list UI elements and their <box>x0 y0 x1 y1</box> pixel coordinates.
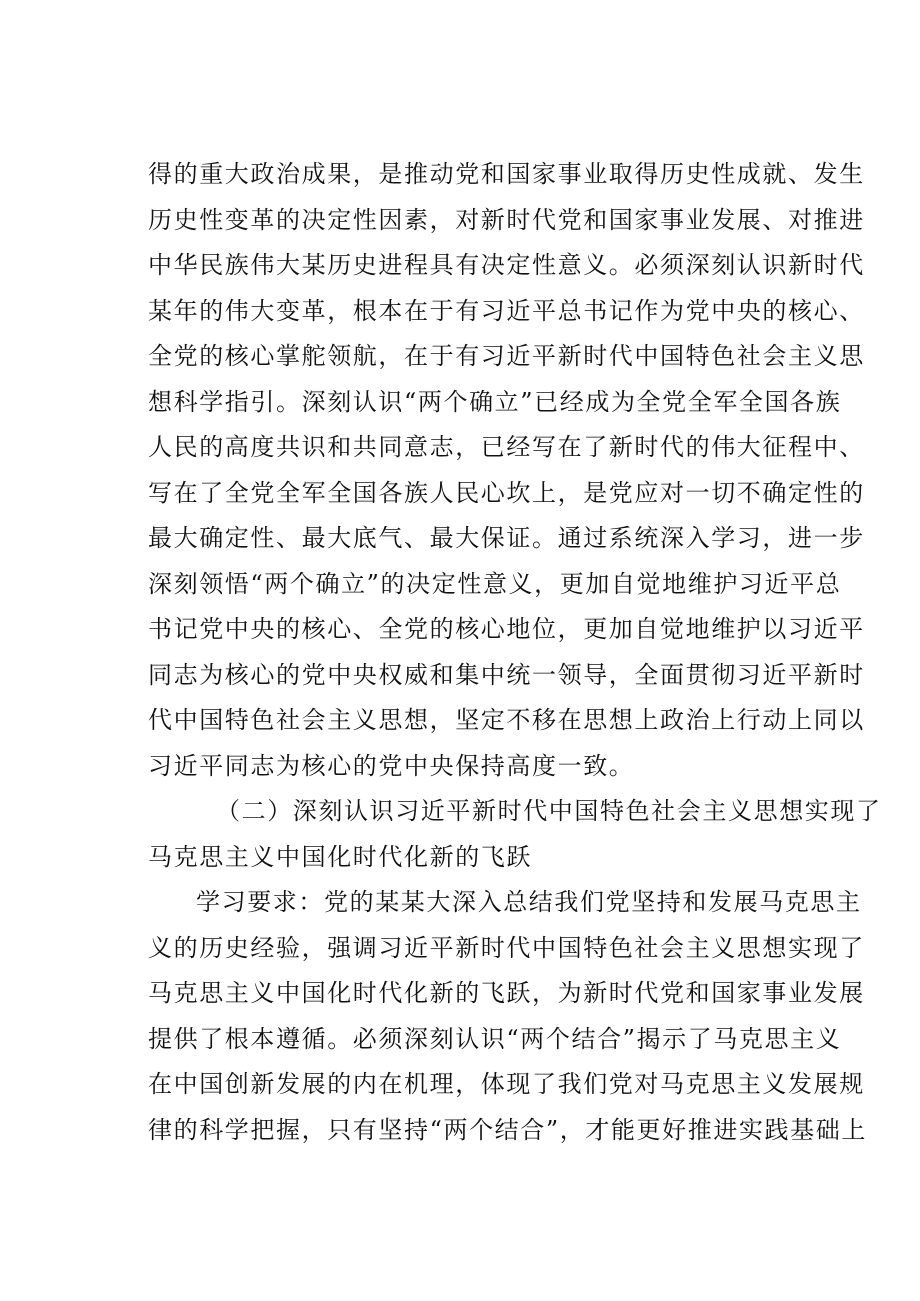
paragraph-line: 最大确定性、最大底气、最大保证。通过系统深入学习，进一步 <box>148 524 865 552</box>
paragraph-line: 得的重大政治成果，是推动党和国家事业取得历史性成就、发生 <box>148 160 865 188</box>
document-body <box>148 152 882 1153</box>
paragraph-2 <box>148 880 867 1153</box>
paragraph-line: 写在了全党全军全国各族人民心坎上，是党应对一切不确定性的 <box>148 478 865 507</box>
paragraph-line: 全党的核心掌舵领航，在于有习近平新时代中国特色社会主义思 <box>148 342 865 370</box>
paragraph-line: 习近平同志为核心的党中央保持高度一致。 <box>148 751 635 780</box>
paragraph-line: 代中国特色社会主义思想，坚定不移在思想上政治上行动上同以 <box>148 706 865 734</box>
section-heading <box>148 789 882 880</box>
paragraph-line: 律的科学把握，只有坚持“两个结合”，才能更好推进实践基础上 <box>148 1115 867 1144</box>
paragraph-line: 同志为核心的党中央权威和集中统一领导，全面贯彻习近平新时 <box>148 660 865 689</box>
paragraph-line: 学习要求：党的某某大深入总结我们党坚持和发展马克思主 <box>196 888 862 916</box>
paragraph-line: 书记党中央的核心、全党的核心地位，更加自觉地维护以习近平 <box>148 615 865 643</box>
paragraph-line: 义的历史经验，强调习近平新时代中国特色社会主义思想实现了 <box>148 933 865 962</box>
heading-line: 马克思主义中国化时代化新的飞跃 <box>148 842 532 871</box>
paragraph-line: 在中国创新发展的内在机理，体现了我们党对马克思主义发展规 <box>148 1070 865 1098</box>
paragraph-line: 想科学指引。深刻认识“两个确立”已经成为全党全军全国各族 <box>148 387 842 416</box>
paragraph-line: 马克思主义中国化时代化新的飞跃，为新时代党和国家事业发展 <box>148 979 865 1007</box>
paragraph-line: 深刻领悟“两个确立”的决定性意义，更加自觉地维护习近平总 <box>148 569 842 598</box>
paragraph-line: 人民的高度共识和共同意志，已经写在了新时代的伟大征程中、 <box>148 433 865 461</box>
paragraph-line: 中华民族伟大某历史进程具有决定性意义。必须深刻认识新时代 <box>148 251 865 279</box>
paragraph-line: 某年的伟大变革，根本在于有习近平总书记作为党中央的核心、 <box>148 296 865 325</box>
paragraph-1 <box>148 152 865 789</box>
heading-line: （二）深刻认识习近平新时代中国特色社会主义思想实现了 <box>216 797 882 825</box>
paragraph-line: 历史性变革的决定性因素，对新时代党和国家事业发展、对推进 <box>148 205 865 234</box>
paragraph-line: 提供了根本遵循。必须深刻认识“两个结合”揭示了马克思主义 <box>148 1024 842 1053</box>
